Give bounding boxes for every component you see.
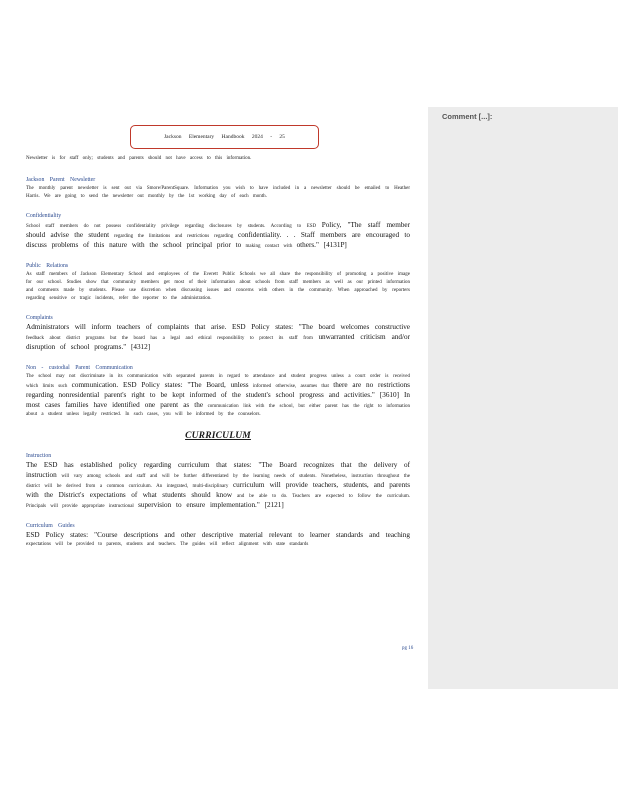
body-text: and be able to do. Teachers are expected to follow the curriculum. Principals will provide appropriate instructional xyxy=(26,494,410,509)
sections-group-1 xyxy=(26,177,410,419)
body-text: As staff members of Jackson Elementary School and employees of the Everett Public Schools we all share the responsibility of promoting a positive image for our school. Studies show that community members get most of their information about schools from staff members as well as our printed information and comments made by students. Please use discretion when discussing issues and concerns with others in the community. When approached by reporters regarding sensitive or tragic incidents, refer the reporter to the administration. xyxy=(26,272,410,301)
body-text: The monthly parent newsletter is sent out via Smore/ParentSquare. Information you wish to have included in a newsletter should be emailed to Heather Harris. We are going to send the newsletter out monthly by the 1st working day of each month. xyxy=(26,186,410,199)
intro-text: Newsletter is for staff only; students and parents should not have access to this information. xyxy=(26,156,252,161)
section xyxy=(26,365,410,419)
body-text: regarding the limitations and restrictions regarding xyxy=(109,234,239,239)
policy-quote-text: unwarranted criticism and/or disruption of school programs." [4312] xyxy=(26,333,410,351)
body-text: The school may not discriminate in its communication with separated parents in regard to attendance and student progress unless a court order is received which limits such xyxy=(26,374,410,389)
body-text: informed otherwise, assumes that xyxy=(248,384,334,389)
section-heading: Non - custodial Parent Communication xyxy=(26,365,133,371)
document-header xyxy=(130,125,319,149)
section-heading: Jackson Parent Newsletter xyxy=(26,177,96,183)
section-heading: Public Relations xyxy=(26,263,69,269)
section xyxy=(26,523,410,549)
section xyxy=(26,263,410,303)
body-text: feedback about district programs but the board has a legal and ethical responsibility to protect its staff from xyxy=(26,336,319,341)
body-text: expectations will be provided to parents, students and teachers. The guides will reflect alignment with state standards xyxy=(26,542,309,547)
body-text: will vary among schools and staff and will be further differentiated by the learning needs of students. Nonetheless, instruction throughout the district will be derived from a common curriculum. An integrated, multi-disciplinary xyxy=(26,474,410,489)
body-text: School staff members do not possess confidentiality privilege regarding disclosures by students. According to ESD xyxy=(26,224,322,229)
section xyxy=(26,453,410,511)
body-text: communication link with the school, but either parent has the right to information about a student unless legally restricted. In such cases, you will be informed by the counselors. xyxy=(26,404,410,417)
policy-quote-text: others." [4131P] xyxy=(296,241,347,249)
section-heading: Confidentiality xyxy=(26,213,62,219)
section-paragraph xyxy=(26,221,410,251)
section-paragraph xyxy=(26,185,410,201)
header-text: Jackson Elementary Handbook 2024 - 25 xyxy=(164,134,285,140)
comment-title: Comment [...]: xyxy=(442,112,493,121)
page-number: pg 16 xyxy=(402,646,414,651)
section xyxy=(26,177,410,201)
section-heading: Curriculum Guides xyxy=(26,523,75,529)
policy-quote-text: The ESD has established policy regarding curriculum that states: "The Board recognizes that the delivery of instruction xyxy=(26,461,410,479)
body-text: making contact with xyxy=(241,244,297,249)
section-paragraph xyxy=(26,323,410,353)
sections-group-2 xyxy=(26,453,410,549)
section-heading: Instruction xyxy=(26,453,52,459)
policy-quote-text: confidentiality. . . Staff members are encouraged to discuss problems of this nature with the school principal prior to xyxy=(26,231,411,249)
section-paragraph xyxy=(26,271,410,303)
policy-quote-text: there are no restrictions regarding nonresidential parent's right to be kept informed of the student's school progress and activities." [3610] In most cases families have identified one parent as the xyxy=(26,381,410,409)
section-paragraph xyxy=(26,461,410,511)
policy-quote-text: curriculum will provide teachers, students, and parents with the District's expectations of what students should know xyxy=(26,481,411,499)
policy-quote-text: communication. ESD Policy states: "The Board, unless xyxy=(71,381,249,389)
section-paragraph xyxy=(26,373,410,419)
curriculum-title: CURRICULUM xyxy=(185,431,251,441)
section xyxy=(26,315,410,353)
comment-pane xyxy=(428,107,618,689)
policy-quote-text: Policy, "The staff member should advise the student xyxy=(26,221,410,239)
policy-quote-text: supervision to ensure implementation." [2121] xyxy=(138,501,284,509)
section xyxy=(26,213,410,251)
section-paragraph xyxy=(26,531,410,549)
document-body xyxy=(26,155,410,561)
policy-quote-text: ESD Policy states: "Course descriptions and other descriptive material relevant to learner standards and teaching xyxy=(26,531,410,539)
policy-quote-text: Administrators will inform teachers of complaints that arise. ESD Policy states: "The board welcomes constructive xyxy=(26,323,410,331)
section-heading: Complaints xyxy=(26,315,53,321)
